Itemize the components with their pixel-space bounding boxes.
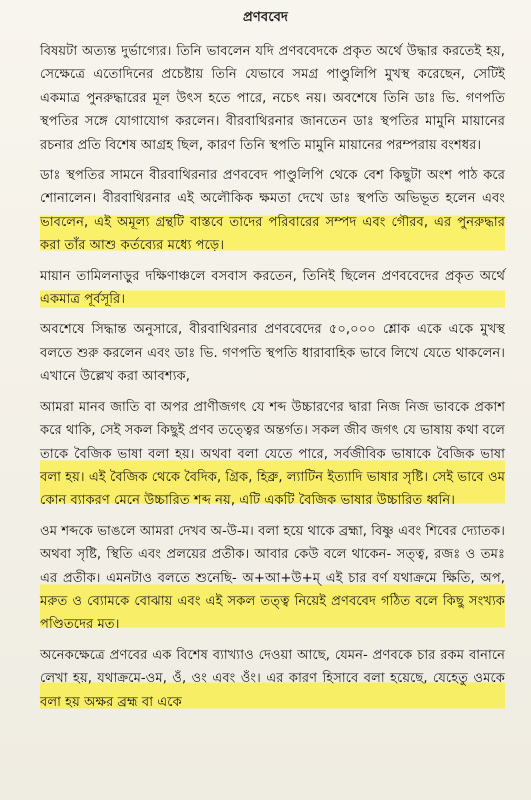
paragraph: অনেকক্ষেত্রে প্রণবের এক বিশেষ ব্যাখ্যাও দেওয়া আছে, যেমন- প্রণবকে চার রকম বানানে লেখা হয়, যথাক্রমে-ওম, ওঁ, ওং এবং ওঁং। এর কারণ হিসাবে বলা হয়েছে, যেহেতু ওমকে বলা হয় অক্ষর ব্রহ্ম বা একে [40, 644, 505, 714]
paragraph: মায়ান তামিলনাড়ুর দক্ষিণাঞ্চলে বসবাস করতেন, তিনিই ছিলেন প্রণববেদের প্রকৃত অর্থে একমাত্র পূর্বসূরি। [40, 265, 505, 312]
paragraph: আমরা মানব জাতি বা অপর প্রাণীজগৎ যে শব্দ উচ্চারণের দ্বারা নিজ নিজ ভাবকে প্রকাশ করে থাকি, সেই সকল কিছুই প্রণব তত্ত্বের অন্তর্গত। সকল জীব জগৎ যে ভাষায় কথা বলে তাকে বৈজিক ভাষা বলা হয়। অথবা বলা যেতে পারে, সর্বজীবিক ভাষাকে বৈজিক ভাষা বলা হয়। এই বৈজিক থেকে বৈদিক, গ্রিক, হিব্রু, ল্যাটিন ইত্যাদি ভাষার সৃষ্টি। সেই ভাবে ওম কোন ব্যাকরণ মেনে উচ্চারিত শব্দ নয়, এটি একটি বৈজিক ভাষার উচ্চারিত ধ্বনি। [40, 396, 505, 513]
running-header: প্রণববেদ [242, 10, 289, 25]
paragraph: ওম শব্দকে ভাঙলে আমরা দেখব অ-উ-ম। বলা হয়ে থাকে ব্রহ্মা, বিষ্ণু এবং শিবের দ্যোতক। অথবা সৃষ্টি, স্থিতি এবং প্রলয়ের প্রতীক। আবার কেউ বলে থাকেন- সত্ত্ব, রজঃ ও তমঃ এর প্রতীক। এমনটাও বলতে শুনেছি- অ+আ+উ+ম্ এই চার বর্ণ যথাক্রমে ক্ষিতি, অপ, মরুত ও ব্যোমকে বোঝায় এবং এই সকল তত্ত্ব নিয়েই প্রণববেদ গঠিত বলে কিছু সংখ্যক পণ্ডিতদের মত। [40, 520, 505, 637]
paragraph: ডাঃ স্থপতির সামনে বীরবাথিরনার প্রণববেদ পাণ্ডুলিপি থেকে বেশ কিছুটা অংশ পাঠ করে শোনালেন। বীরবাথিরনার এই অলৌকিক ক্ষমতা দেখে ডাঃ স্থপতি অভিভূত হলেন এবং ভাবলেন, এই অমূল্য গ্রন্থটি বাস্তবে তাদের পরিবারের সম্পদ এবং গৌরব, এর পুনরুদ্ধার করা তাঁর আশু কর্তব্যের মধ্যে পড়ে। [40, 164, 505, 258]
page-body [40, 40, 505, 721]
paragraph: বিষয়টা অত্যন্ত দুর্ভাগ্যের। তিনি ভাবলেন যদি প্রণববেদকে প্রকৃত অর্থে উদ্ধার করতেই হয়, সেক্ষেত্রে এতোদিনের প্রচেষ্টায় তিনি যেভাবে সমগ্র পাণ্ডুলিপি মুখস্থ করেছেন, সেটিই একমাত্র পুনরুদ্ধারের মূল উৎস হতে পারে, নচেৎ নয়। অবশেষে তিনি ডাঃ ভি. গণপতি স্থপতির সঙ্গে যোগাযোগ করলেন। বীরবাথিরনার জানতেন ডাঃ স্থপতির মামুনি মায়ানের রচনার প্রতি বিশেষ আগ্রহ ছিল, কারণ তিনি স্থপতি মামুনি মায়ানের পরম্পরায় বংশধর। [40, 44, 505, 153]
paragraph: অবশেষে সিদ্ধান্ত অনুসারে, বীরবাথিরনার প্রণববেদের ৫০,০০০ শ্লোক একে একে মুখস্থ বলতে শুরু করলেন এবং ডাঃ ভি. গণপতি স্থপতি ধারাবাহিক ভাবে লিখে যেতে থাকলেন। এখানে উল্লেখ করা আবশ্যক, [40, 322, 505, 385]
